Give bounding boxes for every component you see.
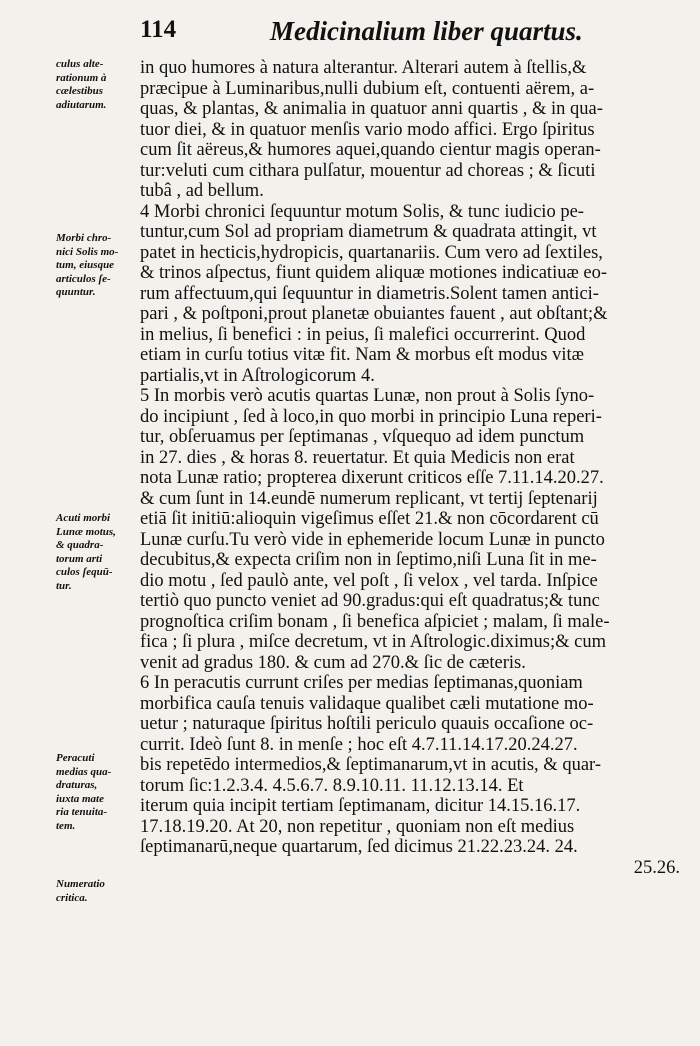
text-line: in melius, ſi benefici : in peius, ſi malefici occurrerint. Quod — [140, 324, 586, 345]
text-line: & trinos aſpectus, fiunt quidem aliquæ motiones indicatiuæ eo- — [140, 263, 608, 283]
text-line: do incipiunt , ſed à loco,in quo morbi in principio Luna reperi- — [140, 406, 602, 427]
text-line: patet in hecticis,hydropicis, quartanariis. Cum vero ad ſextiles, — [140, 242, 603, 263]
text-line: 4 Morbi chronici ſequuntur motum Solis, & tunc iudicio pe- — [140, 201, 584, 222]
margin-note-critical-count: Numeratio critica. — [56, 878, 105, 904]
main-text — [140, 58, 680, 878]
text-line: in 27. dies , & horas 8. reuertatur. Et quia Medicis non erat — [140, 447, 575, 468]
text-line: 5 In morbis verò acutis quartas Lunæ, non prout à Solis ſyno- — [140, 386, 595, 406]
text-line: etiā ſit initiū:alioquin vigeſimus eſſet 21.& non cōcordarent cū — [140, 509, 599, 529]
text-line: prognoſtica criſim bonam , ſi benefica aſpiciet ; malam, ſi male- — [140, 611, 610, 632]
text-line: quas, & plantas, & animalia in quatuor anni quartis , & in qua- — [140, 99, 603, 119]
text-line: tur, obſeruamus per ſeptimanas , vſquequo ad idem punctum — [140, 427, 585, 447]
text-line: tur:veluti cum cithara pulſatur, mouentur ad choreas ; & ſicuti — [140, 160, 596, 181]
page-header — [140, 16, 690, 50]
text-line: bis repetēdo intermedios,& ſeptimanarum,vt in acutis, & quar- — [140, 755, 601, 775]
text-line: partialis,vt in Aſtrologicorum 4. — [140, 365, 375, 386]
text-line: fica ; ſi plura , miſce decretum, vt in Aſtrologic.diximus;& cum — [140, 632, 606, 652]
text-line: venit ad gradus 180. & cum ad 270.& ſic de cæteris. — [140, 652, 526, 673]
text-line: tertiò quo puncto veniet ad 90.gradus:qui eſt quadratus;& tunc — [140, 591, 600, 611]
text-line: dio motu , ſed paulò ante, vel poſt , ſi velox , vel tarda. Inſpice — [140, 570, 598, 591]
text-line: tubâ , ad bellum. — [140, 181, 264, 201]
text-line: torum ſic:1.2.3.4. 4.5.6.7. 8.9.10.11. 11.12.13.14. Et — [140, 775, 524, 796]
text-line: tuntur,cum Sol ad propriam diametrum & quadrata attingit, vt — [140, 222, 597, 242]
text-line: & cum ſunt in 14.eundē numerum replicant, vt tertij ſeptenarij — [140, 488, 598, 509]
page-number: 114 — [140, 16, 177, 43]
text-line: Lunæ curſu.Tu verò vide in ephemeride locum Lunæ in puncto — [140, 529, 605, 550]
text-line: rum affectuum,qui ſequuntur in diametris.Solent tamen antici- — [140, 283, 599, 304]
text-line: 17.18.19.20. At 20, non repetitur , quoniam non eſt medius — [140, 816, 575, 837]
text-line: 25.26. — [633, 857, 680, 878]
text-line: etiam in curſu totius vitæ fit. Nam & morbus eſt modus vitæ — [140, 345, 584, 365]
margin-note-chronic: Morbi chro- nici Solis mo- tum, eiusque articulos ſe- quuntur. — [56, 232, 119, 298]
margin-note-acute: Acuti morbi Lunæ motus, & quadra- torum arti culos ſequū- tur. — [56, 512, 116, 592]
text-line: præcipue à Luminaribus,nulli dubium eſt, contuenti aërem, a- — [140, 78, 595, 99]
text-line: currit. Ideò ſunt 8. in menſe ; hoc eſt 4.7.11.14.17.20.24.27. — [140, 734, 578, 755]
text-line: pari , & poſtponi,prout planetæ obuiantes fauent , aut obſtant;& — [140, 304, 608, 324]
text-line: uetur ; naturaque ſpiritus hoſtili periculo quauis occaſione oc- — [140, 714, 594, 734]
text-line: iterum quia incipit tertiam ſeptimanam, dicitur 14.15.16.17. — [140, 796, 581, 816]
margin-note-peracute: Peracuti medias qua- draturas, iuxta mate ria tenuita- tem. — [56, 752, 112, 832]
margin-note-alterations: culus alte- rationum à cælestibus adiutarum. — [56, 58, 107, 111]
text-line: ſeptimanarū,neque quartarum, ſed dicimus 21.22.23.24. 24. — [140, 837, 578, 857]
text-line: nota Lunæ ratio; propterea dixerunt criticos eſſe 7.11.14.20.27. — [140, 468, 604, 488]
text-line: cum ſit aëreus,& humores aquei,quando cientur magis operan- — [140, 140, 601, 160]
text-line: in quo humores à natura alterantur. Alterari autem à ſtellis,& — [140, 58, 587, 78]
text-line: tuor diei, & in quatuor menſis vario modo affici. Ergo ſpiritus — [140, 119, 595, 140]
text-line: decubitus,& expecta criſim non in ſeptimo,niſi Luna ſit in me- — [140, 550, 597, 570]
text-line: 6 In peracutis currunt criſes per medias ſeptimanas,quoniam — [140, 673, 583, 693]
text-line: morbifica cauſa tenuis validaque qualibet cæli mutatione mo- — [140, 693, 594, 714]
running-title: Medicinalium liber quartus. — [270, 16, 583, 46]
